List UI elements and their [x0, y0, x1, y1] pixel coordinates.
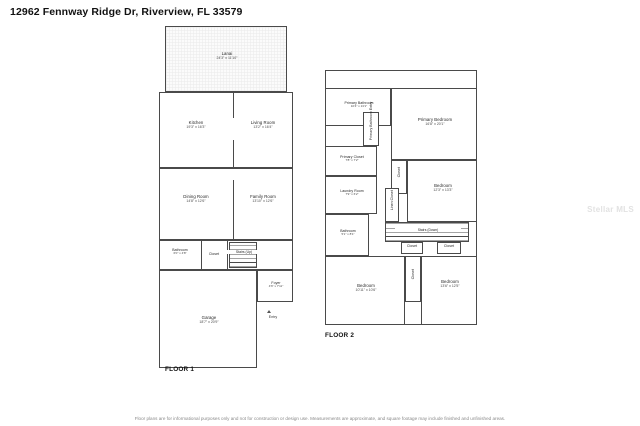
- stairs-up: [229, 242, 257, 268]
- entry-arrow-icon: [267, 310, 271, 313]
- floor-2-plan: [325, 70, 485, 340]
- room-bedroom-4: [421, 256, 477, 325]
- closet-upper-label: Closet: [396, 167, 401, 178]
- room-bathroom-2-label: Bathroom 5'1" x 8'1": [340, 229, 356, 237]
- room-primary-bedroom: [391, 88, 477, 160]
- floor-1-label: FLOOR 1: [165, 366, 195, 373]
- room-laundry-room: [325, 176, 377, 214]
- room-garage: [159, 270, 257, 368]
- room-family-room-label: Family Room 13'10" x 12'6": [250, 194, 276, 204]
- room-foyer-label: Foyer 4'6" x 7'11": [268, 281, 284, 289]
- room-primary-bedroom-label: Primary Bedroom 16'8" x 20'1": [417, 117, 453, 127]
- room-garage-label: Garage 18'7" x 20'9": [199, 315, 219, 325]
- linen-closet-label: Linen Closet: [389, 190, 394, 211]
- room-living-room-label: Living Room 13'2" x 16'4": [250, 120, 276, 130]
- room-dining-family-block: [159, 168, 293, 240]
- floor-2-label: FLOOR 2: [325, 332, 355, 339]
- closet-between-bedrooms-label: Closet: [410, 269, 415, 280]
- page-title: 12962 Fennway Ridge Dr, Riverview, FL 33579: [10, 6, 243, 18]
- closet-lower-right-label: Closet: [443, 244, 455, 248]
- room-dining-room-label: Dining Room 14'8" x 12'6": [183, 194, 209, 204]
- floor-1-plan: [155, 22, 295, 377]
- room-kitchen-living-block: [159, 92, 293, 168]
- room-primary-bathroom: [325, 88, 391, 126]
- wall-closet-stairs: [227, 240, 228, 270]
- wall-dining-family: [233, 180, 234, 240]
- room-closet-1-label: Closet: [208, 252, 220, 256]
- stairs-down: [385, 222, 469, 242]
- room-bathroom-2: [325, 214, 369, 256]
- room-laundry-room-label: Laundry Room 7'9" x 6'2": [340, 189, 364, 197]
- room-primary-closet: [325, 146, 377, 176]
- stairs-down-label: Stairs (Down): [395, 228, 461, 232]
- room-lanai: [165, 26, 287, 92]
- watermark: Stellar MLS: [587, 205, 634, 214]
- room-bedroom-2: [407, 160, 477, 222]
- stairs-up-label: Stairs (Up): [227, 250, 261, 254]
- room-bedroom-2-label: Bedroom 12'3" x 13'3": [433, 183, 453, 193]
- room-bedroom-3: [325, 256, 405, 325]
- room-bathroom-1-label: Bathroom 6'0" x 4'8": [172, 248, 188, 256]
- room-primary-bathroom-label: Primary Bathroom 10'4" x 13'1": [344, 101, 374, 109]
- room-foyer: [257, 270, 293, 302]
- room-kitchen-label: Kitchen 19'3" x 16'3": [186, 120, 206, 130]
- room-primary-closet-label: Primary Closet 7'8" x 7'2": [340, 155, 364, 163]
- closet-lower-left-label: Closet: [406, 244, 418, 248]
- room-lanai-label: Lanai 24'3" x 11'10": [216, 51, 238, 61]
- disclaimer: Floor plans are for informational purposes only and not for construction or design use. Measurements are approximate, and square footage may include finished and unfinished areas.: [134, 416, 506, 421]
- room-bedroom-4-label: Bedroom 13'6" x 12'5": [440, 279, 460, 289]
- entry-label: Entry: [268, 315, 278, 319]
- room-bedroom-3-label: Bedroom 10'11" x 10'6": [355, 283, 377, 293]
- room-primary-bathroom-entry-label: Primary Bathroom Entry: [368, 101, 373, 141]
